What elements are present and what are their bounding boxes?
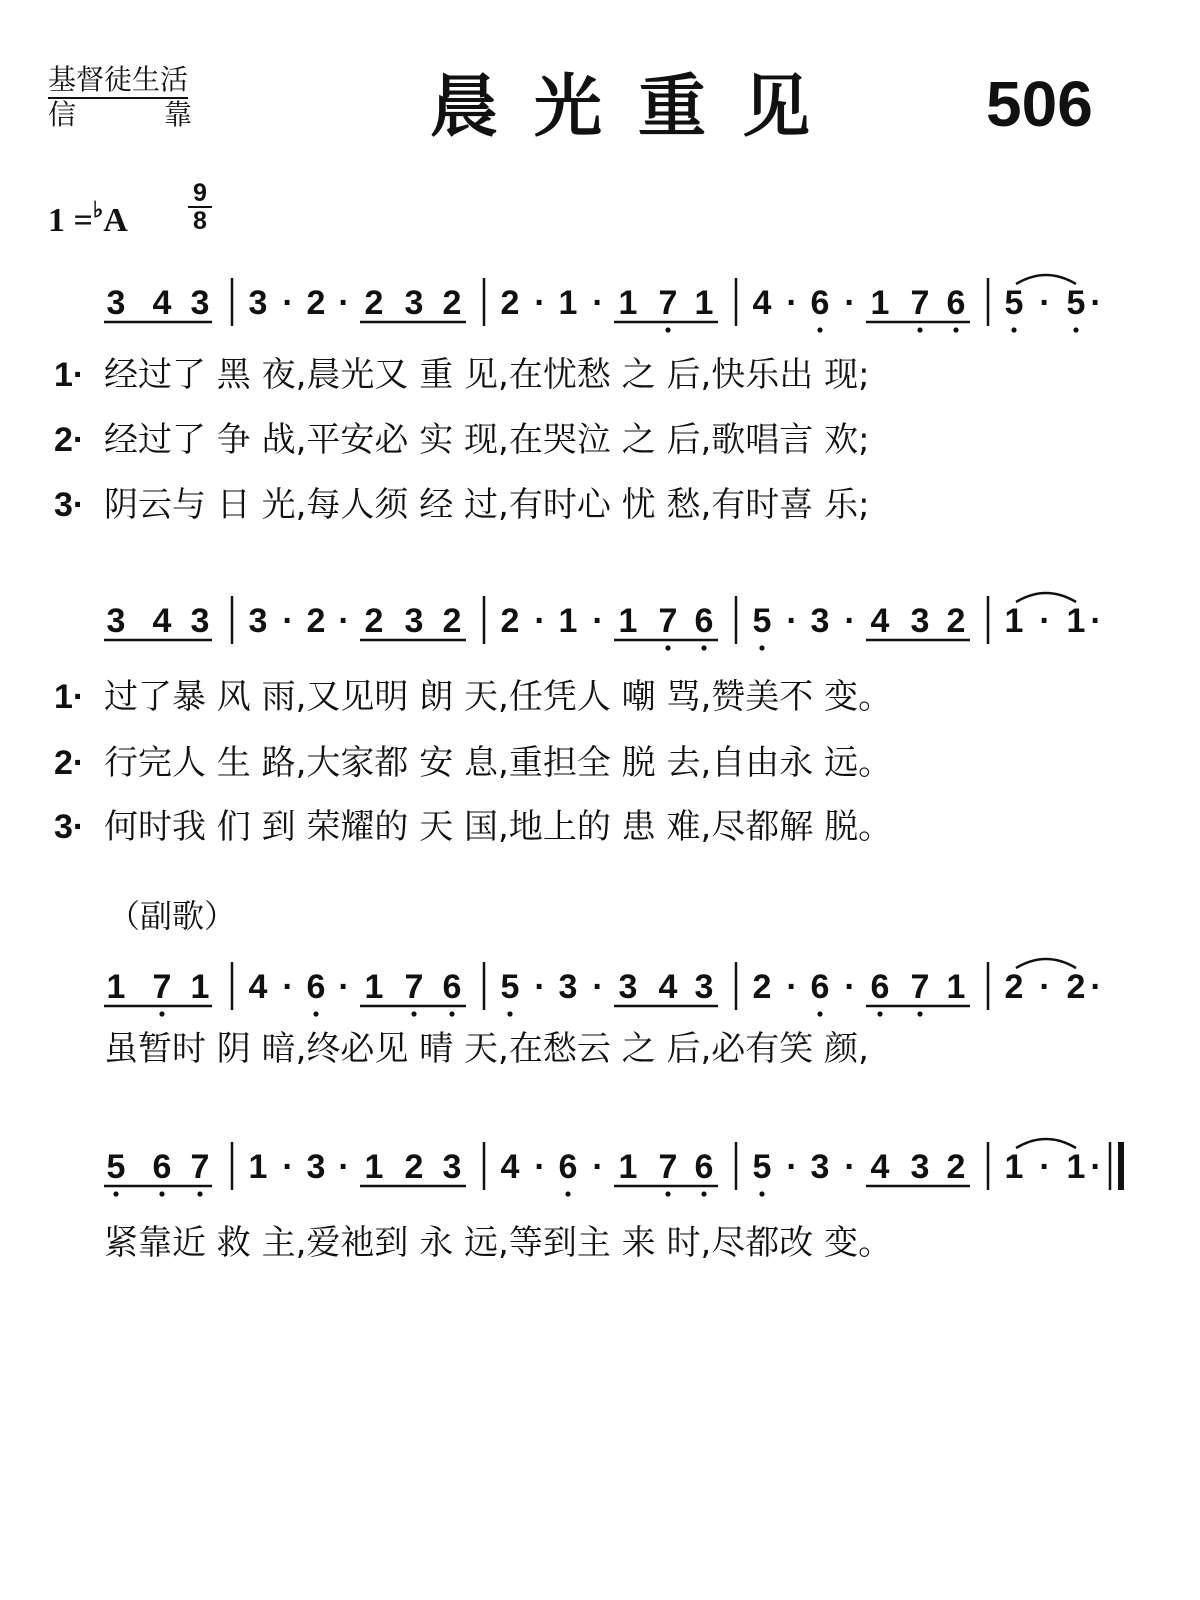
note: 5	[1004, 284, 1024, 322]
note: 3	[442, 1148, 462, 1186]
note: 7	[404, 968, 424, 1006]
note: 6	[810, 968, 830, 1006]
augmentation-dot: ·	[1090, 968, 1102, 1006]
low-octave-dot	[565, 1191, 570, 1196]
note: 4	[500, 1148, 520, 1186]
low-octave-dot	[665, 327, 670, 332]
augmentation-dot: ·	[338, 284, 350, 322]
note: 1	[618, 602, 638, 640]
low-octave-dot	[313, 1011, 318, 1016]
note: 3	[248, 602, 268, 640]
flat-icon: ♭	[92, 197, 104, 222]
note: 7	[658, 284, 678, 322]
note: 3	[810, 602, 830, 640]
note: 1	[694, 284, 714, 322]
note: 4	[870, 602, 890, 640]
augmentation-dot: ·	[844, 284, 856, 322]
lyric-line	[0, 415, 1200, 465]
note: 2	[306, 284, 326, 322]
note: 2	[946, 1148, 966, 1186]
verse-number: 1·	[54, 678, 85, 716]
verse-number: 3·	[54, 808, 85, 846]
augmentation-dot: ·	[592, 1148, 604, 1186]
augmentation-dot: ·	[1090, 1148, 1102, 1186]
note: 5	[500, 968, 520, 1006]
low-octave-dot	[665, 1191, 670, 1196]
time-signature	[188, 180, 212, 234]
augmentation-dot: ·	[786, 602, 798, 640]
augmentation-dot: ·	[1090, 602, 1102, 640]
low-octave-dot	[665, 645, 670, 650]
low-octave-dot	[953, 327, 958, 332]
note: 1	[364, 968, 384, 1006]
augmentation-dot: ·	[534, 968, 546, 1006]
note: 2	[442, 284, 462, 322]
augmentation-dot: ·	[592, 284, 604, 322]
music-staff-1	[0, 272, 1200, 342]
note: 6	[810, 284, 830, 322]
note: 4	[870, 1148, 890, 1186]
music-staff-2	[0, 590, 1200, 660]
note: 2	[364, 284, 384, 322]
note: 5	[106, 1148, 126, 1186]
note: 1	[870, 284, 890, 322]
note: 1	[1004, 602, 1024, 640]
tie-arc	[1016, 959, 1076, 968]
verse-number: 1·	[54, 356, 85, 394]
note: 5	[752, 602, 772, 640]
note: 2	[364, 602, 384, 640]
augmentation-dot: ·	[338, 602, 350, 640]
key-signature	[48, 190, 128, 241]
note: 2	[500, 284, 520, 322]
note: 7	[910, 284, 930, 322]
lyric-text: 紧靠近 救 主,爱祂到 永 远,等到主 来 时,尽都改 变。	[104, 1223, 893, 1263]
note: 1	[248, 1148, 268, 1186]
lyric-text: 何时我 们 到 荣耀的 天 国,地上的 患 难,尽都解 脱。	[104, 807, 893, 847]
note: 6	[694, 1148, 714, 1186]
time-denominator: 8	[188, 206, 212, 234]
low-octave-dot	[449, 1011, 454, 1016]
low-octave-dot	[817, 1011, 822, 1016]
low-octave-dot	[817, 327, 822, 332]
note: 6	[306, 968, 326, 1006]
note: 3	[810, 1148, 830, 1186]
augmentation-dot: ·	[1039, 1148, 1051, 1186]
note: 1	[1066, 1148, 1086, 1186]
note: 1	[1004, 1148, 1024, 1186]
key-prefix: 1 =	[48, 202, 93, 239]
low-octave-dot	[917, 1011, 922, 1016]
note: 6	[442, 968, 462, 1006]
key-note: A	[103, 202, 128, 239]
low-octave-dot	[159, 1191, 164, 1196]
note: 7	[658, 1148, 678, 1186]
note: 3	[694, 968, 714, 1006]
lyric-text: 经过了 争 战,平安必 实 现,在哭泣 之 后,歌唱言 欢;	[104, 420, 870, 460]
lyric-line	[0, 1218, 1200, 1268]
augmentation-dot: ·	[338, 968, 350, 1006]
augmentation-dot: ·	[282, 968, 294, 1006]
hymn-number: 506	[986, 68, 1093, 140]
note: 2	[752, 968, 772, 1006]
category-line-2-a: 信	[48, 98, 77, 131]
note: 2	[500, 602, 520, 640]
low-octave-dot	[701, 645, 706, 650]
lyric-line	[0, 1024, 1200, 1074]
lyric-text: 经过了 黑 夜,晨光又 重 见,在忧愁 之 后,快乐出 现;	[104, 355, 870, 395]
note: 4	[752, 284, 772, 322]
note: 7	[658, 602, 678, 640]
verse-number: 3·	[54, 486, 85, 524]
low-octave-dot	[1011, 327, 1016, 332]
verse-number: 2·	[54, 421, 85, 459]
note: 2	[306, 602, 326, 640]
tie-arc	[1016, 275, 1076, 284]
augmentation-dot: ·	[1039, 284, 1051, 322]
note: 6	[694, 602, 714, 640]
note: 5	[752, 1148, 772, 1186]
note: 3	[404, 602, 424, 640]
note: 1	[106, 968, 126, 1006]
chorus-label: （副歌）	[108, 897, 237, 935]
note: 1	[618, 1148, 638, 1186]
augmentation-dot: ·	[786, 284, 798, 322]
note: 1	[364, 1148, 384, 1186]
lyric-text: 过了暴 风 雨,又见明 朗 天,任凭人 嘲 骂,赞美不 变。	[104, 677, 893, 717]
note: 3	[306, 1148, 326, 1186]
note: 3	[190, 602, 210, 640]
note: 7	[910, 968, 930, 1006]
low-octave-dot	[507, 1011, 512, 1016]
lyric-line	[0, 802, 1200, 852]
low-octave-dot	[759, 645, 764, 650]
lyric-line	[0, 480, 1200, 530]
time-numerator: 9	[193, 179, 207, 207]
note: 5	[1066, 284, 1086, 322]
note: 4	[152, 284, 172, 322]
note: 4	[658, 968, 678, 1006]
note: 1	[1066, 602, 1086, 640]
augmentation-dot: ·	[282, 1148, 294, 1186]
note: 1	[190, 968, 210, 1006]
augmentation-dot: ·	[786, 968, 798, 1006]
note: 3	[248, 284, 268, 322]
augmentation-dot: ·	[534, 284, 546, 322]
augmentation-dot: ·	[844, 602, 856, 640]
note: 6	[152, 1148, 172, 1186]
note: 7	[190, 1148, 210, 1186]
note: 3	[618, 968, 638, 1006]
note: 1	[946, 968, 966, 1006]
augmentation-dot: ·	[844, 1148, 856, 1186]
note: 3	[190, 284, 210, 322]
note: 4	[152, 602, 172, 640]
augmentation-dot: ·	[534, 602, 546, 640]
augmentation-dot: ·	[786, 1148, 798, 1186]
note: 3	[910, 602, 930, 640]
note: 2	[404, 1148, 424, 1186]
low-octave-dot	[759, 1191, 764, 1196]
augmentation-dot: ·	[1039, 968, 1051, 1006]
tie-arc	[1016, 593, 1076, 602]
low-octave-dot	[411, 1011, 416, 1016]
low-octave-dot	[197, 1191, 202, 1196]
lyric-text: 虽暂时 阴 暗,终必见 晴 天,在愁云 之 后,必有笑 颜,	[104, 1029, 869, 1069]
note: 6	[946, 284, 966, 322]
note: 3	[106, 284, 126, 322]
low-octave-dot	[159, 1011, 164, 1016]
augmentation-dot: ·	[592, 602, 604, 640]
verse-number: 2·	[54, 744, 85, 782]
low-octave-dot	[1073, 327, 1078, 332]
music-staff-4	[0, 1136, 1200, 1206]
category-line-1: 基督徒生活	[48, 64, 188, 99]
lyric-text: 阴云与 日 光,每人须 经 过,有时心 忧 愁,有时喜 乐;	[104, 485, 870, 525]
augmentation-dot: ·	[338, 1148, 350, 1186]
note: 3	[910, 1148, 930, 1186]
augmentation-dot: ·	[282, 602, 294, 640]
low-octave-dot	[701, 1191, 706, 1196]
note: 2	[946, 602, 966, 640]
note: 3	[404, 284, 424, 322]
lyric-line	[0, 350, 1200, 400]
augmentation-dot: ·	[1039, 602, 1051, 640]
augmentation-dot: ·	[282, 284, 294, 322]
tie-arc	[1016, 1139, 1076, 1148]
note: 6	[558, 1148, 578, 1186]
note: 1	[558, 602, 578, 640]
category-line-2	[48, 99, 192, 131]
note: 1	[558, 284, 578, 322]
hymn-title: 晨光重见	[430, 68, 847, 147]
augmentation-dot: ·	[592, 968, 604, 1006]
lyric-text: 行完人 生 路,大家都 安 息,重担全 脱 去,自由永 远。	[104, 743, 893, 783]
hymn-category	[48, 64, 192, 131]
lyric-line	[0, 672, 1200, 722]
note: 1	[618, 284, 638, 322]
note: 2	[1066, 968, 1086, 1006]
note: 2	[1004, 968, 1024, 1006]
note: 6	[870, 968, 890, 1006]
low-octave-dot	[877, 1011, 882, 1016]
note: 3	[558, 968, 578, 1006]
note: 2	[442, 602, 462, 640]
category-line-2-b: 靠	[163, 98, 192, 131]
note: 7	[152, 968, 172, 1006]
lyric-line	[0, 738, 1200, 788]
low-octave-dot	[917, 327, 922, 332]
low-octave-dot	[113, 1191, 118, 1196]
note: 3	[106, 602, 126, 640]
augmentation-dot: ·	[534, 1148, 546, 1186]
note: 4	[248, 968, 268, 1006]
augmentation-dot: ·	[1090, 284, 1102, 322]
music-staff-3	[0, 956, 1200, 1026]
augmentation-dot: ·	[844, 968, 856, 1006]
